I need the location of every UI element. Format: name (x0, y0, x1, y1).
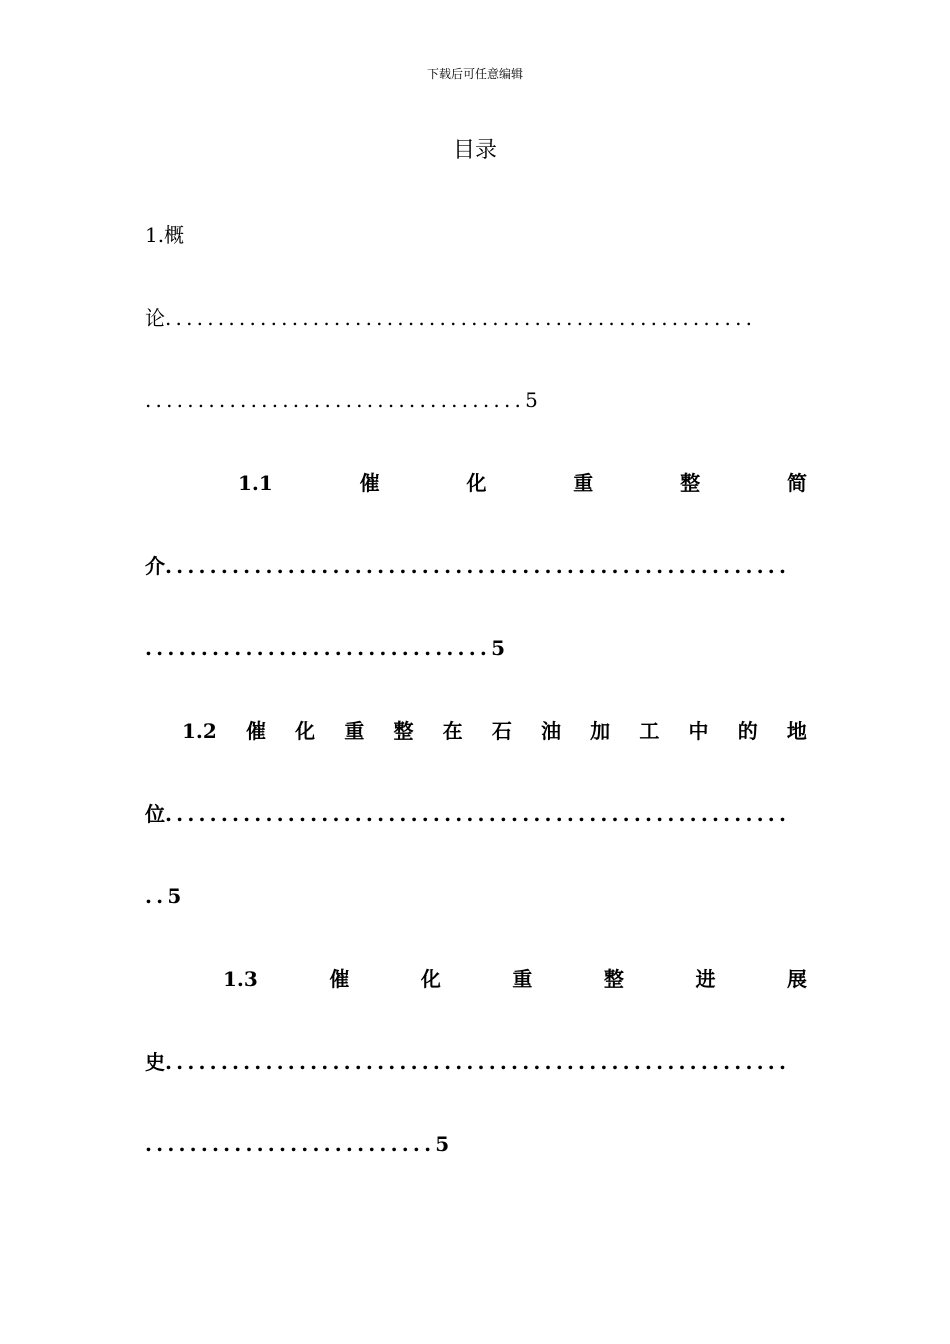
toc-entry-1-1-dots: ........................................................ (165, 554, 791, 578)
toc-entry-1-2-heading (182, 718, 807, 744)
toc-entry-1-3-char: 整 (603, 967, 624, 991)
toc-entry-1-dots: ........................................................ (165, 306, 757, 330)
toc-entry-1-1-heading (238, 470, 807, 496)
toc-entry-1-heading: 1.概 (145, 223, 185, 247)
toc-entry-1-3-number: 1.3 (223, 967, 258, 991)
toc-entry-1-3-char: 重 (512, 967, 533, 991)
toc-entry-1-1-dots-cont: ............................... (145, 636, 492, 660)
toc-entry-1-lead: 论 (145, 306, 165, 330)
toc-entry-1-2-char: 催 (245, 719, 266, 743)
toc-entry-1-2-char: 在 (442, 719, 463, 743)
toc-entry-1-3-dots-cont: .......................... (145, 1132, 436, 1156)
toc-entry-1-1-char: 简 (786, 471, 807, 495)
toc-entry-1-2-line3 (145, 883, 807, 909)
toc-entry-1-1-char: 化 (466, 471, 487, 495)
toc-entry-1-2-dots-cont: .. (145, 884, 168, 908)
toc-entry-1-2-char: 整 (393, 719, 414, 743)
toc-entry-1-3-char: 催 (329, 967, 350, 991)
toc-entry-1-1-lead: 介 (145, 554, 165, 578)
toc-entry-1-3-heading (223, 966, 807, 992)
toc-entry-1-2-char: 的 (737, 719, 758, 743)
toc-entry-1-2-char: 工 (639, 719, 660, 743)
toc-entry-1-3-lead: 史 (145, 1050, 165, 1074)
toc-entry-1-3-char: 展 (786, 967, 807, 991)
toc-entry-1-2-char: 油 (541, 719, 561, 743)
toc-entry-1-1-char: 整 (680, 471, 701, 495)
toc-entry-1-1-number: 1.1 (238, 471, 273, 495)
toc-entry-1-line2 (145, 305, 807, 331)
toc-entry-1-2-char: 加 (590, 719, 611, 743)
toc-entry-1-2-char: 中 (688, 719, 709, 743)
toc-entry-1-3-char: 化 (420, 967, 441, 991)
toc-entry-1-2-line2 (145, 801, 807, 827)
header-note: 下载后可任意编辑 (426, 67, 523, 81)
toc-entry-1-1-char: 重 (573, 471, 594, 495)
toc-entry-1-2-dots: ........................................................ (165, 802, 791, 826)
toc-entry-1-3-page: 5 (435, 1132, 450, 1156)
toc-entry-1-1-char: 催 (359, 471, 380, 495)
toc-entry-1-1-line3 (145, 635, 807, 661)
toc-entry-1-dots-cont: .................................... (145, 388, 526, 412)
toc-entry-1-1-line2 (145, 553, 807, 579)
toc-entry-1-3-dots: ........................................................ (165, 1050, 791, 1074)
toc-entry-1-2-char: 石 (491, 719, 512, 743)
toc-entry-1-page: 5 (525, 388, 538, 412)
toc-entry-1-2-char: 化 (295, 719, 316, 743)
toc-entry-1-2-page: 5 (167, 884, 182, 908)
toc-entry-1-2-char: 重 (344, 719, 365, 743)
toc-entry-1-line3 (145, 387, 807, 413)
toc-entry-1-2-lead: 位 (145, 802, 165, 826)
page-title: 目录 (452, 138, 497, 163)
toc-entry-1-1-page: 5 (491, 636, 505, 660)
toc-entry-1-2-number: 1.2 (182, 719, 217, 743)
toc-entry-1-3-line2 (145, 1049, 807, 1075)
toc-entry-1-3-line3 (145, 1131, 807, 1157)
toc-entry-1-3-char: 进 (695, 967, 716, 991)
toc-entry-1-2-char: 地 (786, 719, 807, 743)
